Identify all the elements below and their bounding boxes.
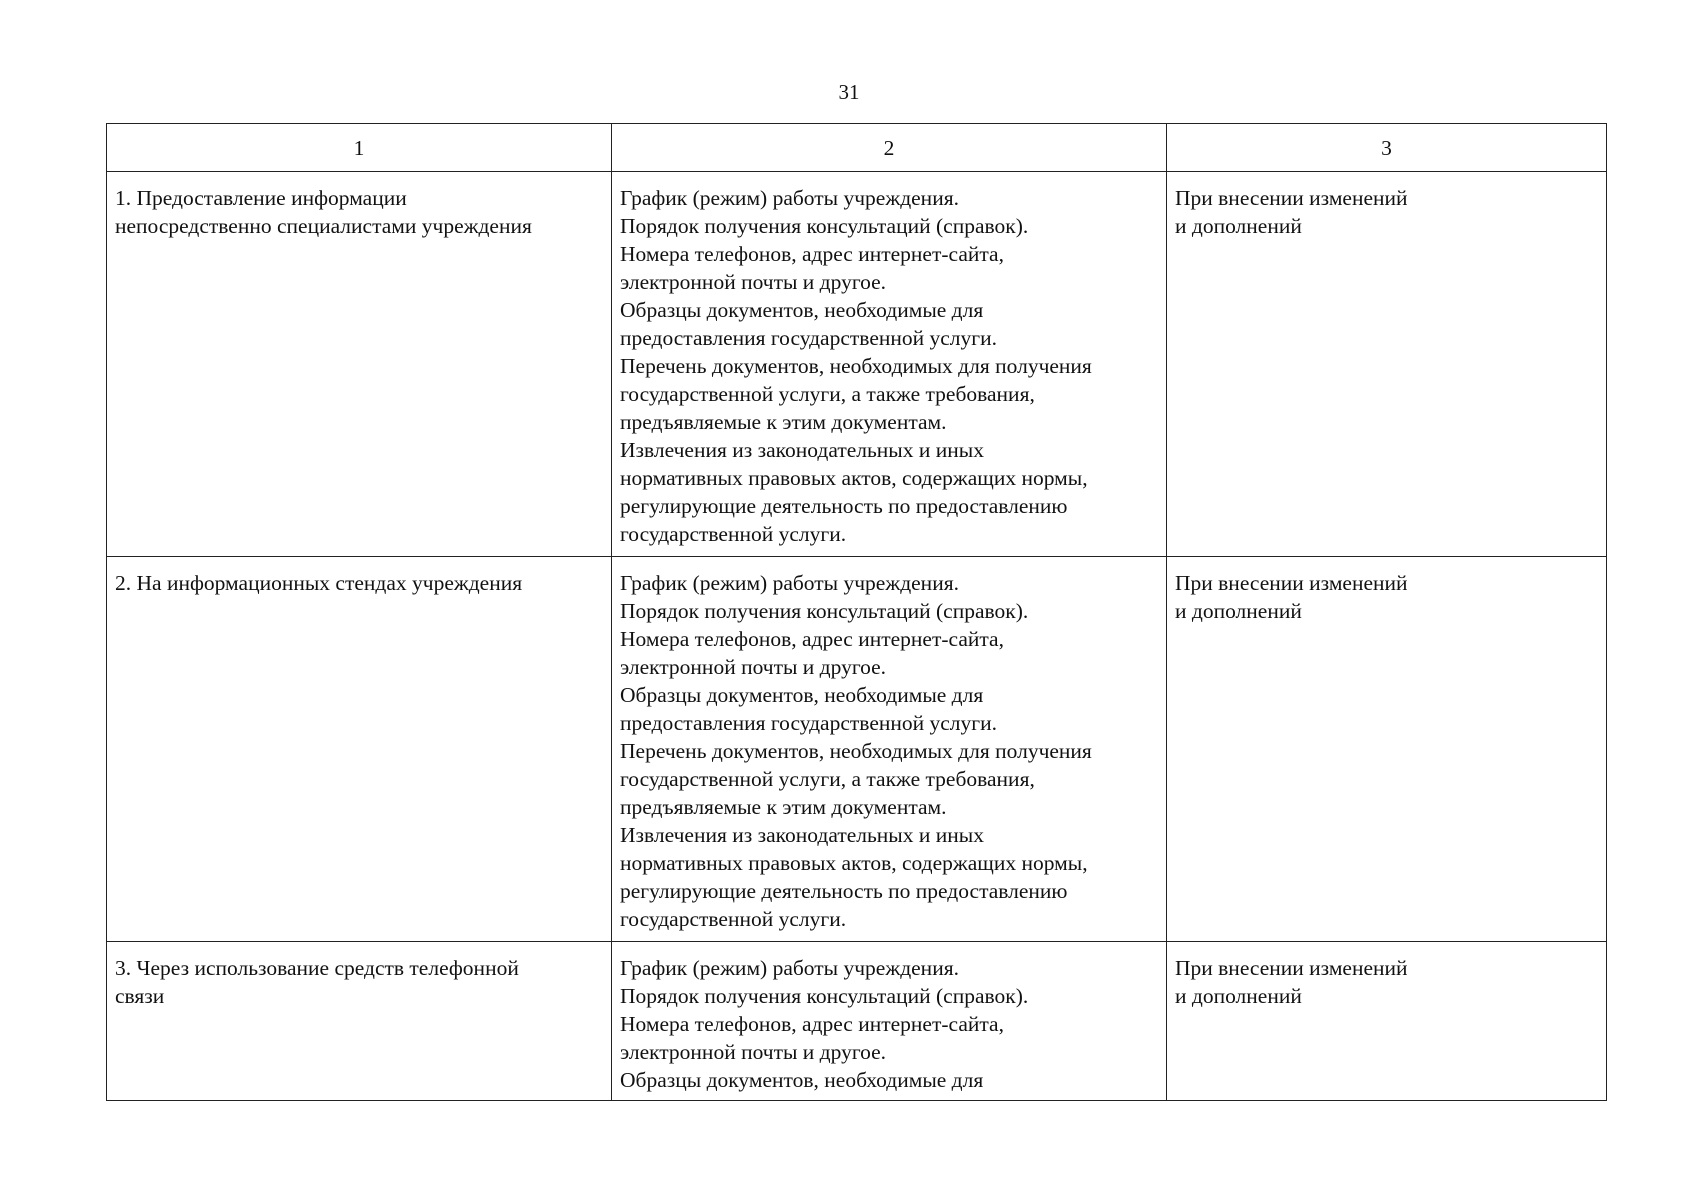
- content-text-line: предъявляемые к этим документам.: [620, 410, 947, 434]
- update-frequency-cell: [1167, 942, 1607, 1101]
- content-text-line: Образцы документов, необходимые для: [620, 1068, 984, 1092]
- method-text-line: 3. Через использование средств телефонной: [115, 956, 519, 980]
- content-cell: [612, 557, 1167, 942]
- update-text-line: При внесении изменений: [1175, 186, 1408, 210]
- method-text-line: непосредственно специалистами учреждения: [115, 214, 532, 238]
- content-text-line: нормативных правовых актов, содержащих нормы,: [620, 851, 1088, 875]
- column-header-3: 3: [1167, 124, 1607, 172]
- update-text-line: При внесении изменений: [1175, 956, 1408, 980]
- content-text-line: государственной услуги, а также требования,: [620, 382, 1035, 406]
- content-text-line: предоставления государственной услуги.: [620, 326, 997, 350]
- table-row: [107, 942, 1607, 1101]
- content-text-line: Номера телефонов, адрес интернет-сайта,: [620, 627, 1004, 651]
- content-cell: [612, 942, 1167, 1101]
- page-number: 31: [838, 80, 860, 104]
- content-text-line: График (режим) работы учреждения.: [620, 186, 959, 210]
- column-header-1: 1: [107, 124, 612, 172]
- content-text-line: электронной почты и другое.: [620, 655, 887, 679]
- update-text-line: При внесении изменений: [1175, 571, 1408, 595]
- table-header-row: [107, 124, 1607, 172]
- content-text-line: График (режим) работы учреждения.: [620, 956, 959, 980]
- table-row: [107, 172, 1607, 557]
- update-text-line: и дополнений: [1175, 984, 1302, 1008]
- content-text-line: Порядок получения консультаций (справок).: [620, 599, 1029, 623]
- update-text-line: и дополнений: [1175, 214, 1302, 238]
- method-text-line: 2. На информационных стендах учреждения: [115, 571, 523, 595]
- content-text-line: государственной услуги.: [620, 522, 847, 546]
- content-text-line: Образцы документов, необходимые для: [620, 298, 984, 322]
- content-text-line: предъявляемые к этим документам.: [620, 795, 947, 819]
- method-text-line: 1. Предоставление информации: [115, 186, 407, 210]
- content-text-line: регулирующие деятельность по предоставлению: [620, 879, 1068, 903]
- content-text-line: Перечень документов, необходимых для получения: [620, 739, 1092, 763]
- content-text-line: Перечень документов, необходимых для получения: [620, 354, 1092, 378]
- method-cell: [107, 942, 612, 1101]
- update-frequency-cell: [1167, 172, 1607, 557]
- info-table: [106, 123, 1607, 1101]
- content-text-line: Извлечения из законодательных и иных: [620, 823, 984, 847]
- content-text-line: График (режим) работы учреждения.: [620, 571, 959, 595]
- content-text-line: регулирующие деятельность по предоставлению: [620, 494, 1068, 518]
- method-cell: [107, 557, 612, 942]
- content-text-line: государственной услуги, а также требования,: [620, 767, 1035, 791]
- column-header-2: 2: [612, 124, 1167, 172]
- content-text-line: государственной услуги.: [620, 907, 847, 931]
- content-text-line: Номера телефонов, адрес интернет-сайта,: [620, 1012, 1004, 1036]
- content-text-line: электронной почты и другое.: [620, 270, 887, 294]
- content-text-line: Порядок получения консультаций (справок).: [620, 214, 1029, 238]
- method-cell: [107, 172, 612, 557]
- method-text-line: связи: [115, 984, 165, 1008]
- content-text-line: Образцы документов, необходимые для: [620, 683, 984, 707]
- content-text-line: Извлечения из законодательных и иных: [620, 438, 984, 462]
- content-cell: [612, 172, 1167, 557]
- table-row: [107, 557, 1607, 942]
- update-frequency-cell: [1167, 557, 1607, 942]
- content-text-line: нормативных правовых актов, содержащих нормы,: [620, 466, 1088, 490]
- content-text-line: Порядок получения консультаций (справок).: [620, 984, 1029, 1008]
- content-text-line: электронной почты и другое.: [620, 1040, 887, 1064]
- content-text-line: Номера телефонов, адрес интернет-сайта,: [620, 242, 1004, 266]
- update-text-line: и дополнений: [1175, 599, 1302, 623]
- content-text-line: предоставления государственной услуги.: [620, 711, 997, 735]
